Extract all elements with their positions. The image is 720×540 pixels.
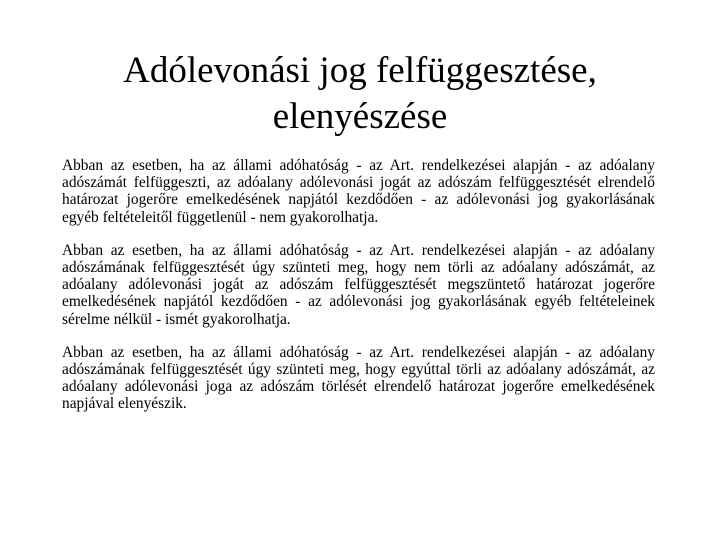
paragraph-suspension: Abban az esetben, ha az állami adóhatóság - az Art. rendelkezései alapján - az adóalany adószámát felfüggeszti, az adóalany adólevonási jogát az adószám felfüggesztését elrendelő határozat jogerőre emelkedésének napjától kezdődően - az adólevonási jog gyakorlásának egyéb feltételeitől függetlenül - nem gyakorolhatja. [62, 157, 655, 226]
slide-body [62, 157, 655, 413]
slide-title [60, 48, 660, 140]
slide-title-line-2: elenyészése [272, 96, 448, 137]
paragraph-suspension-lifted: Abban az esetben, ha az állami adóhatóság - az Art. rendelkezései alapján - az adóalany adószámának felfüggesztését úgy szünteti meg, hogy nem törli az adóalany adószámát, az adóalany adólevonási jogát az adószám felfüggesztését megszüntető határozat jogerőre emelkedésének napjától kezdődően - az adólevonási jog gyakorlásának egyéb feltételeinek sérelme nélkül - ismét gyakorolhatja. [62, 241, 655, 328]
slide-title-line-1: Adólevonási jog felfüggesztése, [123, 50, 597, 91]
paragraph-tax-number-deleted: Abban az esetben, ha az állami adóhatóság - az Art. rendelkezései alapján - az adóalany adószámának felfüggesztését úgy szünteti meg, hogy egyúttal törli az adóalany adószámát, az adóalany adólevonási joga az adószám törlését elrendelő határozat jogerőre emelkedésének napjával elenyészik. [62, 343, 655, 413]
